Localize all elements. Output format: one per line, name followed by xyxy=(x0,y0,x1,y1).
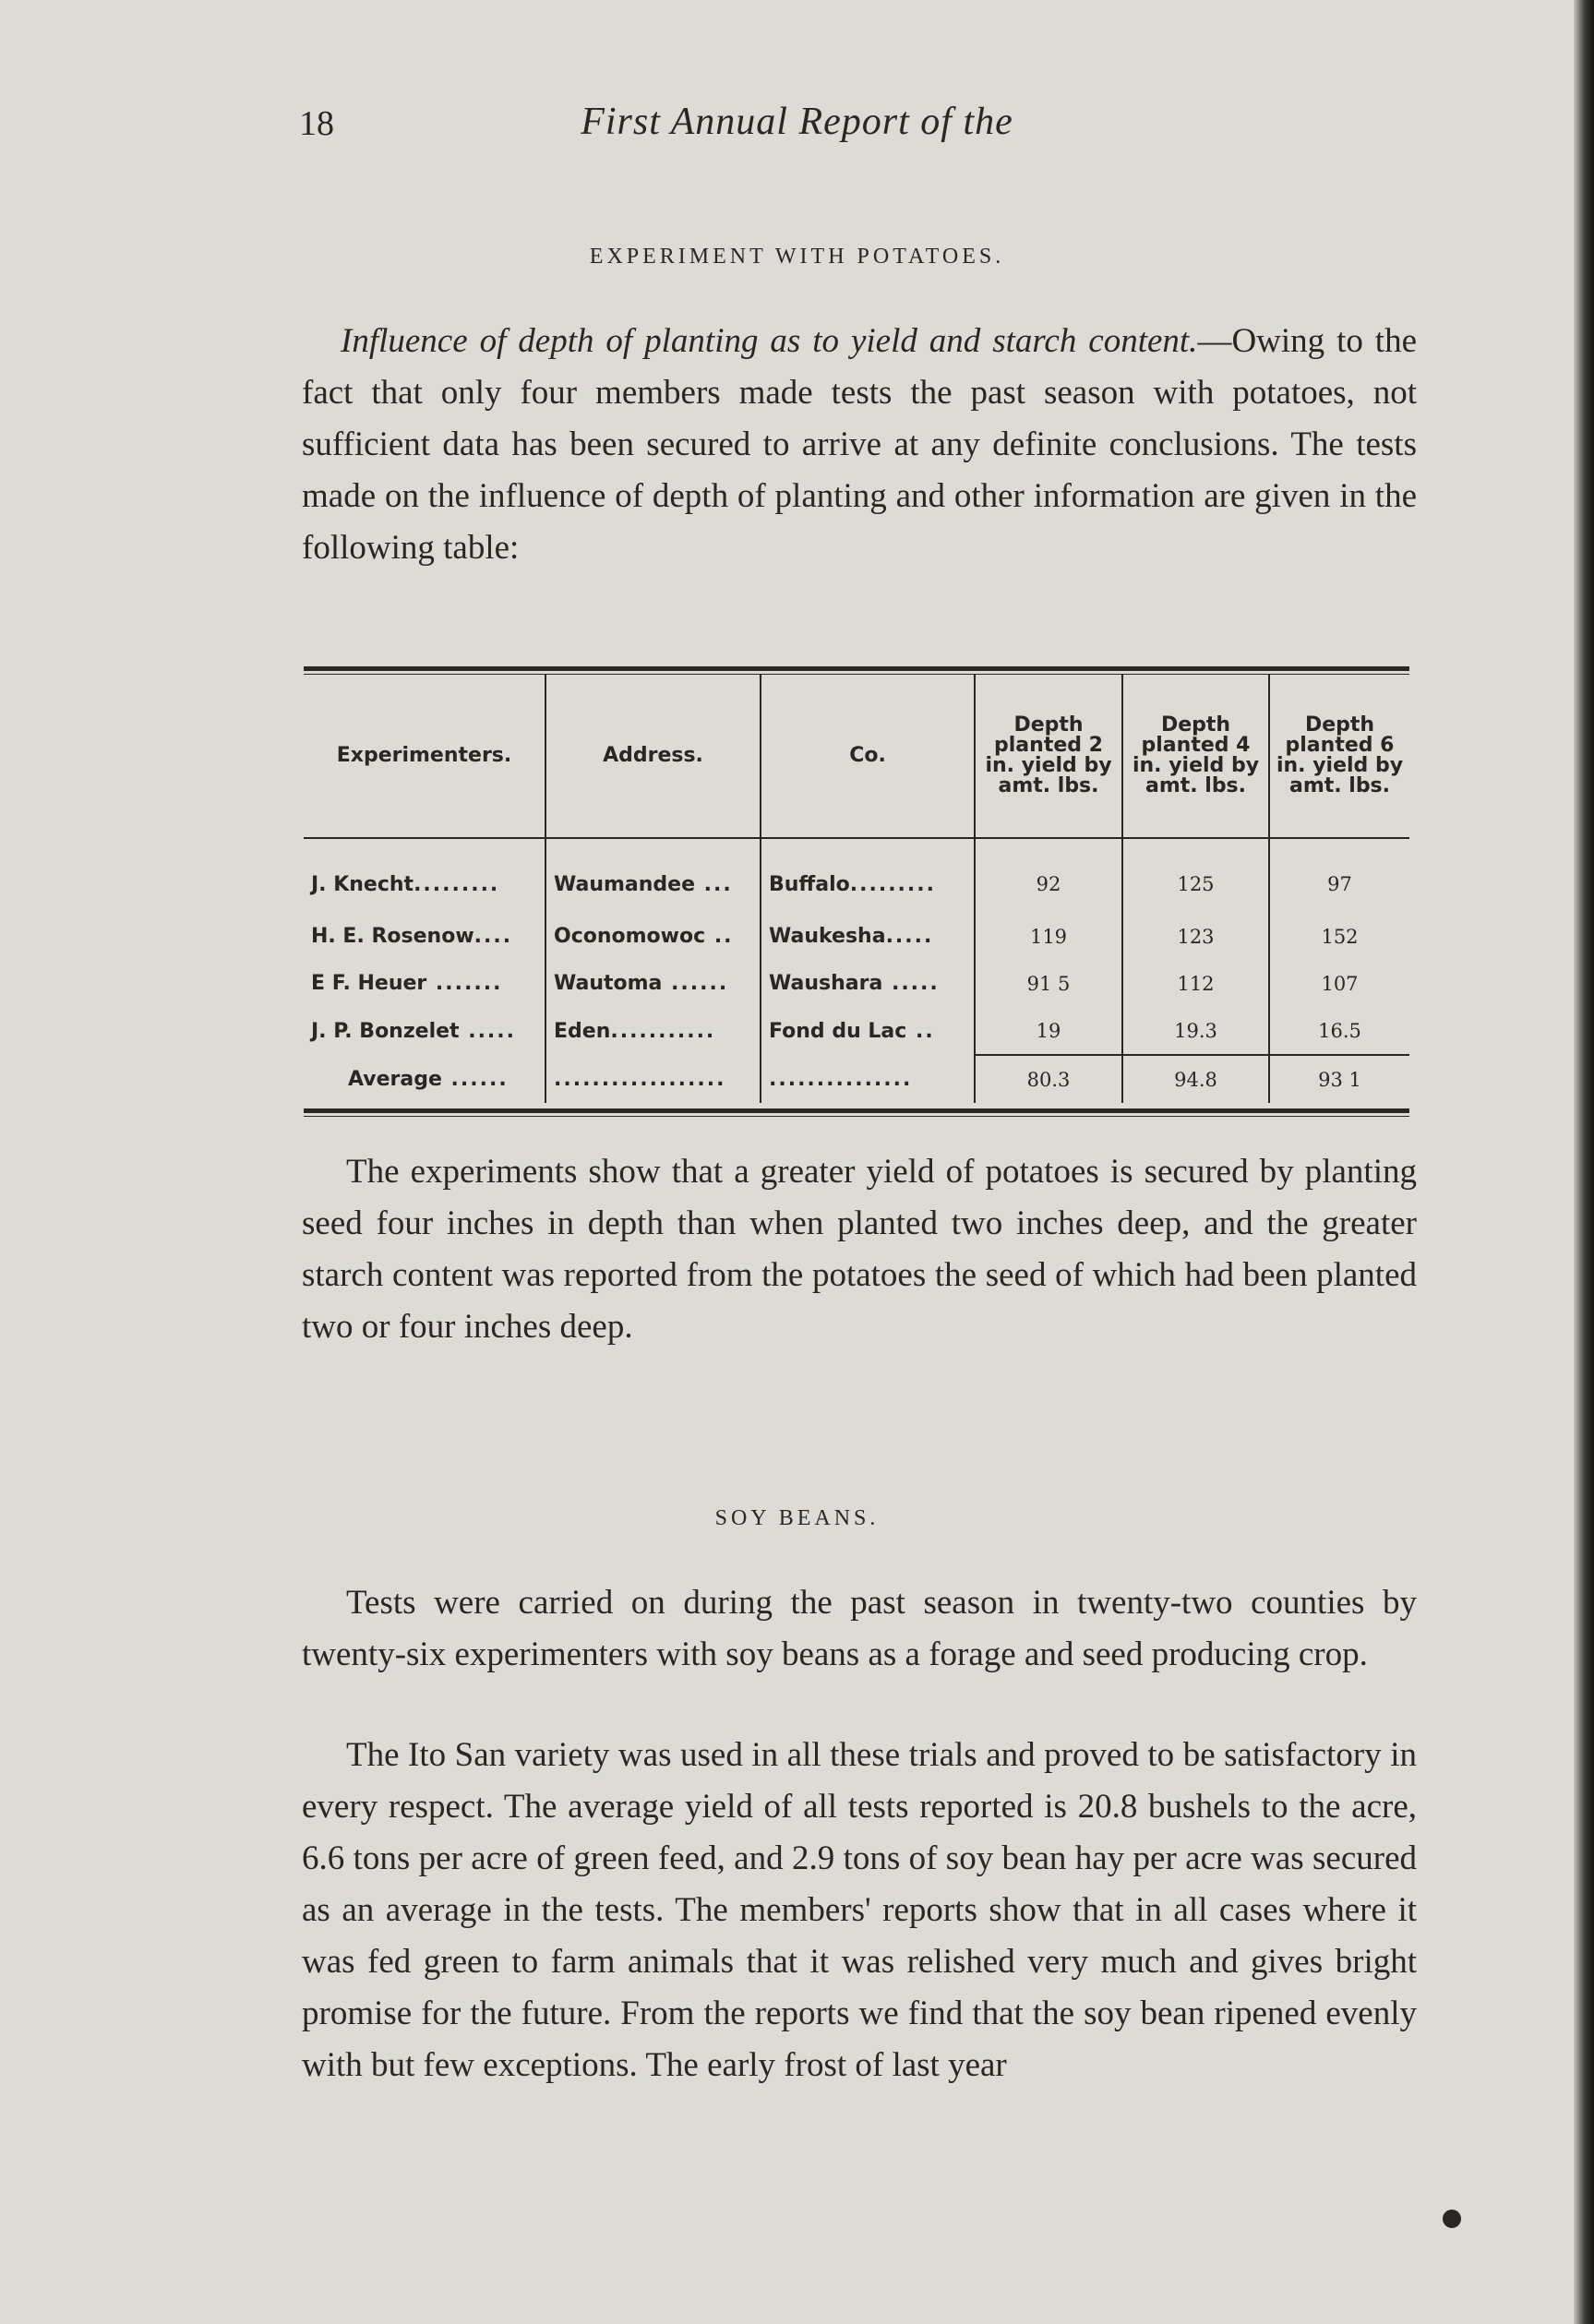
section-title-potatoes: EXPERIMENT WITH POTATOES. xyxy=(589,245,1005,269)
cell-address-empty: .................. xyxy=(545,1055,761,1103)
cell-depth-6: 107 xyxy=(1269,960,1409,1007)
header-depth-4: Depth planted 4 in. yield by amt. lbs. xyxy=(1122,675,1269,838)
cell-average-label: Average ...... xyxy=(348,1067,509,1091)
soy-paragraph-2: The Ito San variety was used in all these trials and proved to be satisfactory in every respect. The average yield of all tests reported is 20.8 bushels to the acre, 6.6 tons per acre of green feed, and 2.9 tons of soy bean hay per acre was secured as an average in the tests. The members' reports show that in all cases where it was fed green to farm animals that it was relished very much and gives bright promise for the future. From the reports we find that the soy bean ripened evenly with but few exceptions. The early frost of last year xyxy=(302,1736,1417,2084)
cell-depth-2: 19 xyxy=(975,1007,1122,1055)
cell-average-depth-2: 80.3 xyxy=(975,1055,1122,1103)
cell-experimenter: E F. Heuer ....... xyxy=(311,972,503,995)
cell-county: Buffalo......... xyxy=(761,838,975,913)
conclusion-paragraph: The experiments show that a greater yield of potatoes is secured by planting seed four inches in depth than when planted two inches deep, and the greater starch content was reported from the potatoes the seed of which had been planted two or four inches deep. xyxy=(302,1153,1417,1346)
cell-experimenter: J. Knecht......... xyxy=(311,872,500,896)
intro-italic-heading: Influence of depth of planting as to yield and starch content. xyxy=(341,322,1198,360)
cell-depth-4: 123 xyxy=(1122,913,1269,960)
intro-paragraph xyxy=(302,316,1417,574)
cell-county: Fond du Lac .. xyxy=(761,1007,975,1055)
header-address: Address. xyxy=(545,675,761,838)
soy-paragraph-1: Tests were carried on during the past season in twenty-two counties by twenty-six experimenters with soy beans as a forage and seed producing crop. xyxy=(302,1584,1417,1673)
section-title-soy-beans: SOY BEANS. xyxy=(714,1506,880,1530)
potato-table xyxy=(304,666,1409,1117)
cell-depth-2: 92 xyxy=(975,838,1122,913)
table-header-row xyxy=(304,675,1409,838)
table-bottom-rule xyxy=(304,1108,1409,1117)
table-average-row xyxy=(304,1055,1409,1103)
cell-average-depth-6: 93 1 xyxy=(1269,1055,1409,1103)
cell-average-depth-4: 94.8 xyxy=(1122,1055,1269,1103)
table-row xyxy=(304,913,1409,960)
cell-county-empty: ............... xyxy=(761,1055,975,1103)
cell-depth-4: 112 xyxy=(1122,960,1269,1007)
cell-depth-2: 119 xyxy=(975,913,1122,960)
cell-experimenter: J. P. Bonzelet ..... xyxy=(311,1019,517,1043)
table-row xyxy=(304,960,1409,1007)
cell-address: Waumandee ... xyxy=(545,838,761,913)
table-row xyxy=(304,1007,1409,1055)
header-depth-6: Depth planted 6 in. yield by amt. lbs. xyxy=(1269,675,1409,838)
cell-county: Waushara ..... xyxy=(761,960,975,1007)
cell-depth-2: 91 5 xyxy=(975,960,1122,1007)
page-edge-shadow xyxy=(1574,0,1594,2324)
table-top-rule xyxy=(304,666,1409,675)
intro-text: —Owing to the fact that only four members made tests the past season with potatoes, not sufficient data has been secured to arrive at any definite conclusions. The tests made on the influence of depth of planting and other information are given in the following table: xyxy=(302,322,1418,567)
cell-depth-4: 125 xyxy=(1122,838,1269,913)
running-head: First Annual Report of the xyxy=(581,101,1013,143)
cell-address: Oconomowoc .. xyxy=(545,913,761,960)
cell-depth-6: 16.5 xyxy=(1269,1007,1409,1055)
cell-experimenter: H. E. Rosenow.... xyxy=(311,925,513,948)
cell-address: Eden........... xyxy=(545,1007,761,1055)
cell-county: Waukesha..... xyxy=(761,913,975,960)
header-depth-2: Depth planted 2 in. yield by amt. lbs. xyxy=(975,675,1122,838)
cell-address: Wautoma ...... xyxy=(545,960,761,1007)
ink-mark xyxy=(1443,2210,1461,2228)
cell-depth-6: 97 xyxy=(1269,838,1409,913)
page-number: 18 xyxy=(299,104,334,143)
cell-depth-6: 152 xyxy=(1269,913,1409,960)
cell-depth-4: 19.3 xyxy=(1122,1007,1269,1055)
header-experimenters: Experimenters. xyxy=(304,675,545,838)
header-county: Co. xyxy=(761,675,975,838)
table-row xyxy=(304,838,1409,913)
